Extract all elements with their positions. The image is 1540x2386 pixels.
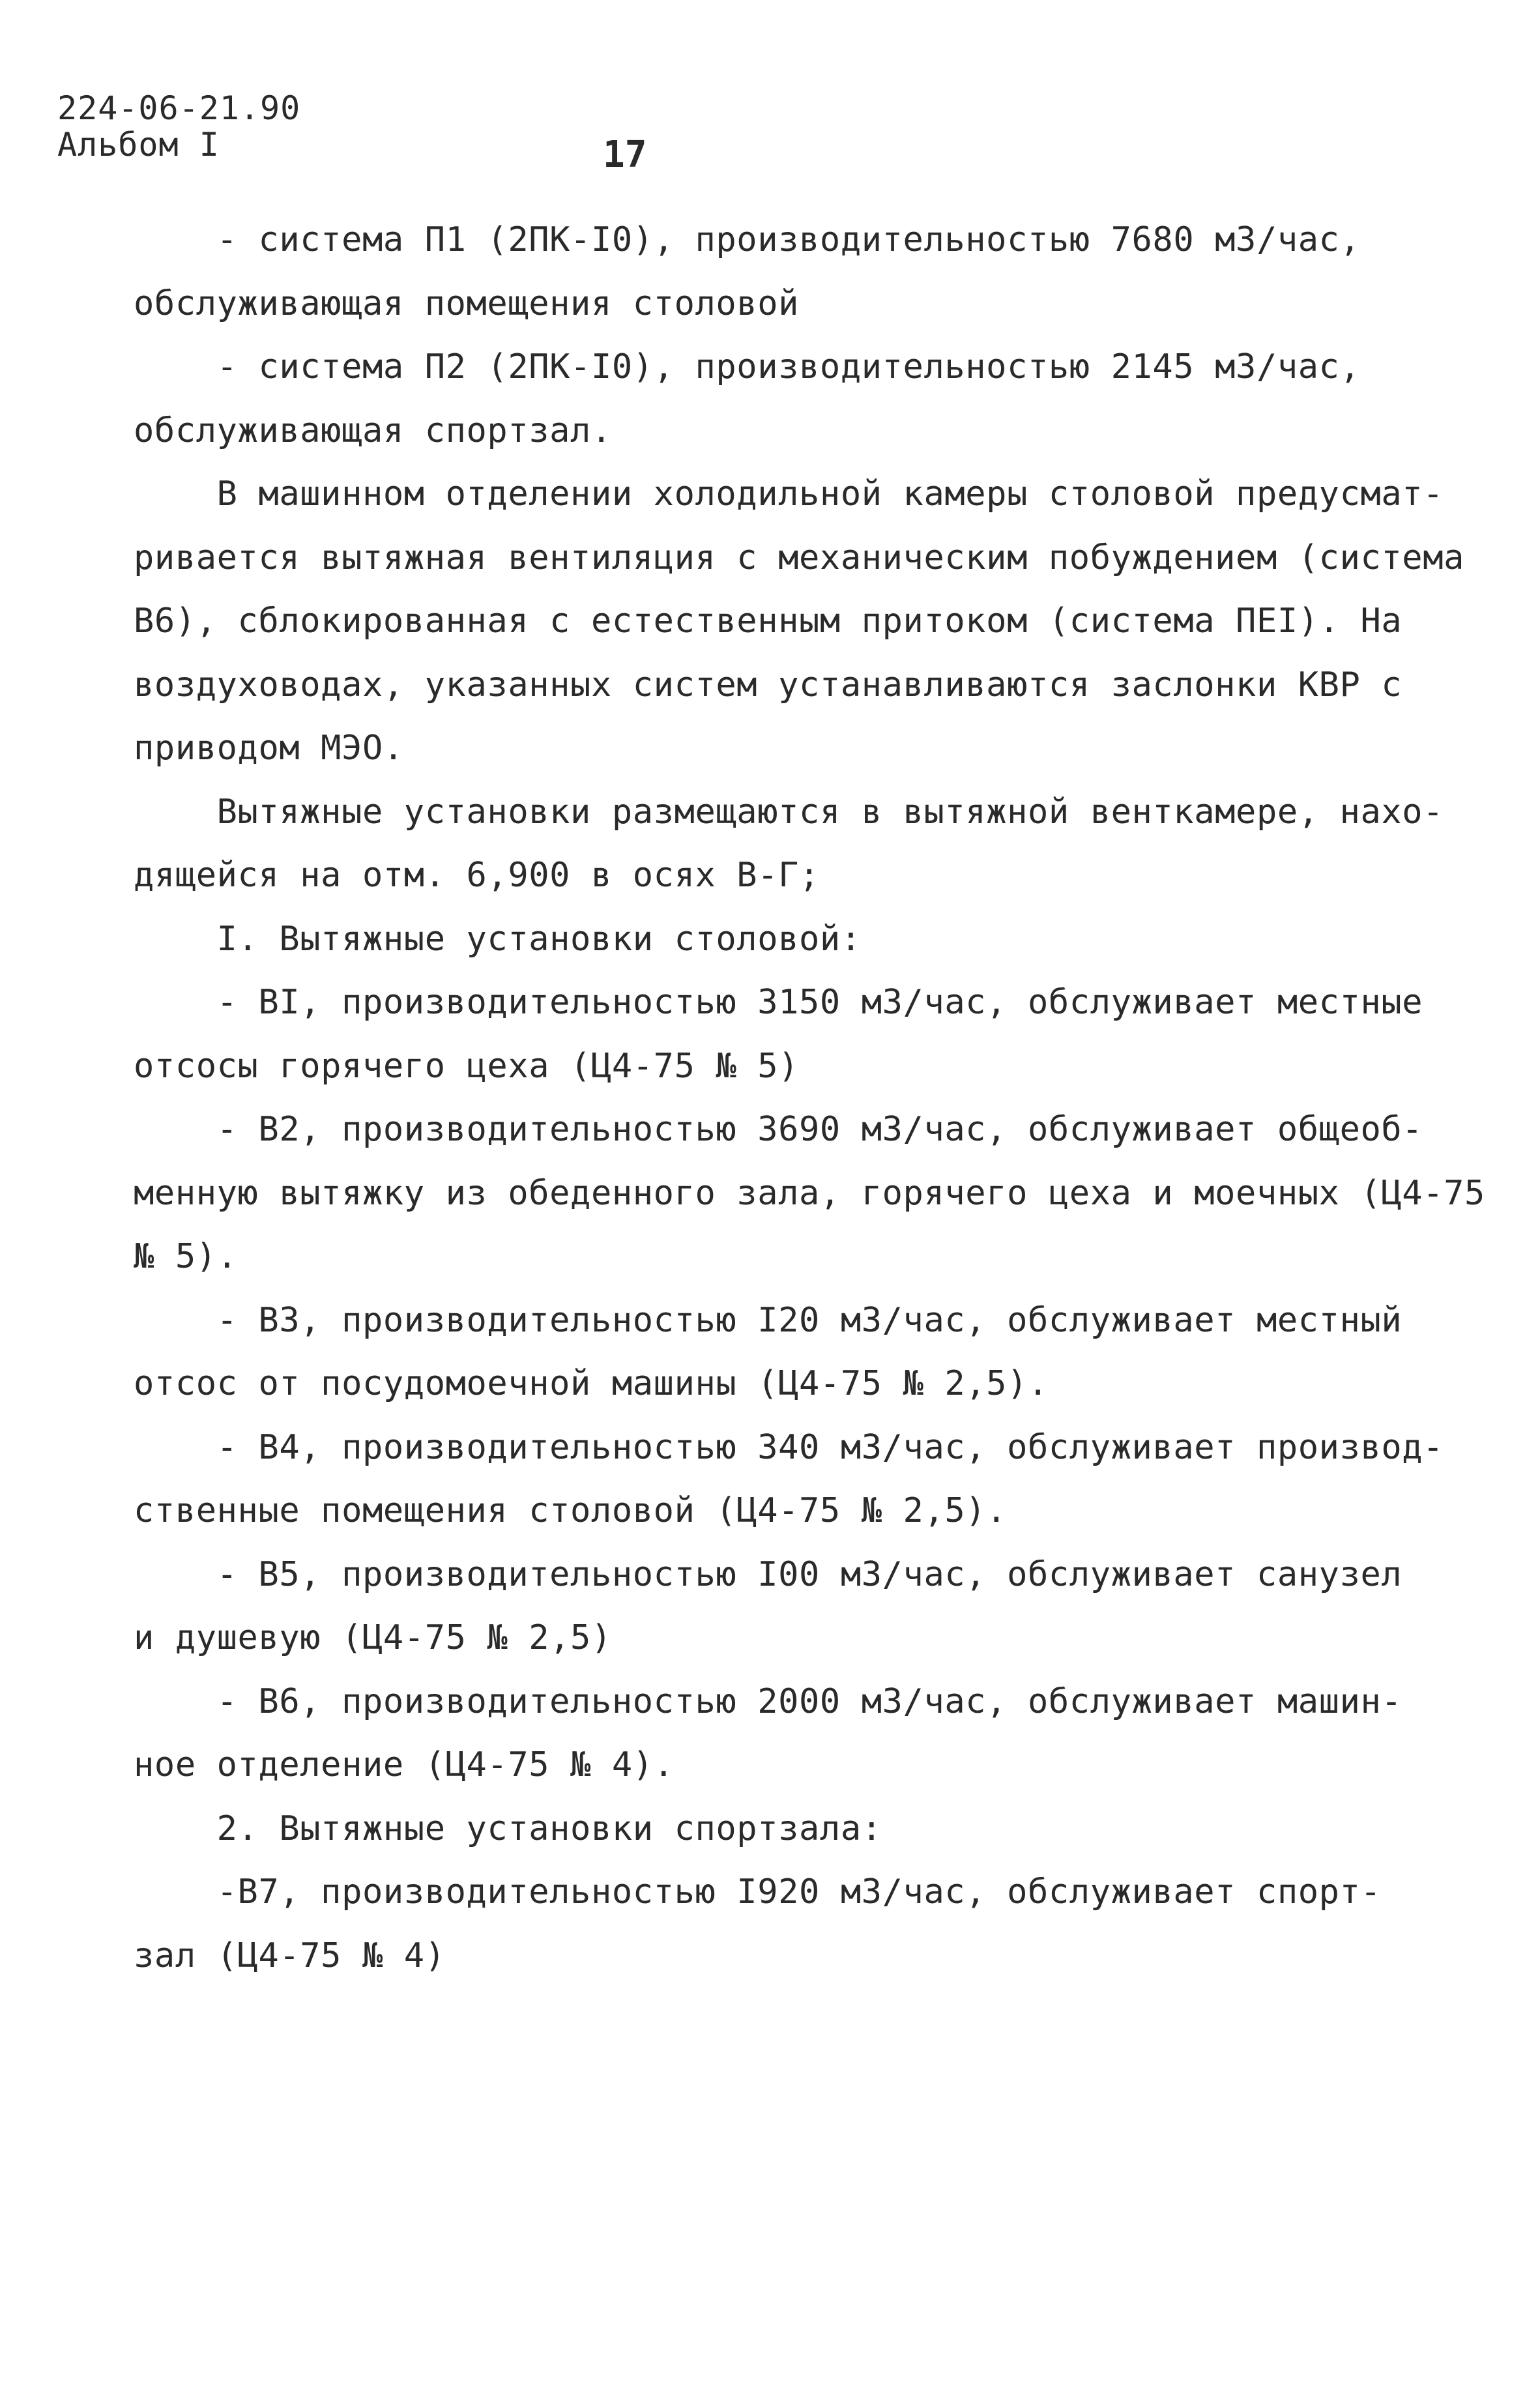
text-line: зал (Ц4-75 № 4)	[134, 1936, 446, 1975]
text-line: В машинном отделении холодильной камеры столовой предусмат-	[134, 474, 1444, 514]
text-line: 2. Вытяжные установки спортзала:	[134, 1809, 882, 1848]
text-line: - система П2 (2ПК-I0), производительностью 2145 м3/час,	[134, 347, 1361, 386]
text-line: - система П1 (2ПК-I0), производительностью 7680 м3/час,	[134, 220, 1361, 259]
page-number: 17	[603, 134, 647, 176]
text-line: ственные помещения столовой (Ц4-75 № 2,5).	[134, 1491, 1008, 1530]
text-line: I. Вытяжные установки столовой:	[134, 919, 862, 959]
text-line: приводом МЭО.	[134, 729, 404, 768]
text-line: - В6, производительностью 2000 м3/час, обслуживает машин-	[134, 1681, 1402, 1721]
document-body	[134, 209, 1485, 1988]
document-header	[57, 90, 300, 163]
text-line: обслуживающая спортзал.	[134, 411, 612, 450]
text-line: № 5).	[134, 1237, 238, 1276]
text-line: - ВI, производительностью 3150 м3/час, обслуживает местные	[134, 983, 1423, 1022]
text-line: менную вытяжку из обеденного зала, горячего цеха и моечных (Ц4-75	[134, 1173, 1485, 1213]
text-line: -В7, производительностью I920 м3/час, обслуживает спорт-	[134, 1872, 1382, 1912]
text-line: - В5, производительностью I00 м3/час, обслуживает санузел	[134, 1554, 1402, 1594]
text-line: дящейся на отм. 6,900 в осях В-Г;	[134, 856, 820, 895]
text-line: - В2, производительностью 3690 м3/час, обслуживает общеоб-	[134, 1110, 1423, 1149]
text-line: и душевую (Ц4-75 № 2,5)	[134, 1618, 612, 1657]
text-line: - В3, производительностью I20 м3/час, обслуживает местный	[134, 1300, 1402, 1340]
text-line: отсосы горячего цеха (Ц4-75 № 5)	[134, 1046, 800, 1086]
text-line: ривается вытяжная вентиляция с механическим побуждением (система	[134, 538, 1465, 577]
document-code: 224-06-21.90	[57, 89, 301, 127]
album-label: Альбом I	[57, 126, 220, 164]
text-line: Вытяжные установки размещаются в вытяжной венткамере, нахо-	[134, 792, 1444, 832]
text-line: обслуживающая помещения столовой	[134, 284, 800, 323]
text-line: - В4, производительностью 340 м3/час, обслуживает производ-	[134, 1427, 1444, 1467]
text-line: ное отделение (Ц4-75 № 4).	[134, 1745, 675, 1784]
text-line: отсос от посудомоечной машины (Ц4-75 № 2,5).	[134, 1364, 1049, 1403]
text-line: В6), сблокированная с естественным притоком (система ПЕI). На	[134, 602, 1402, 641]
text-line: воздуховодах, указанных систем устанавливаются заслонки КВР с	[134, 665, 1402, 705]
